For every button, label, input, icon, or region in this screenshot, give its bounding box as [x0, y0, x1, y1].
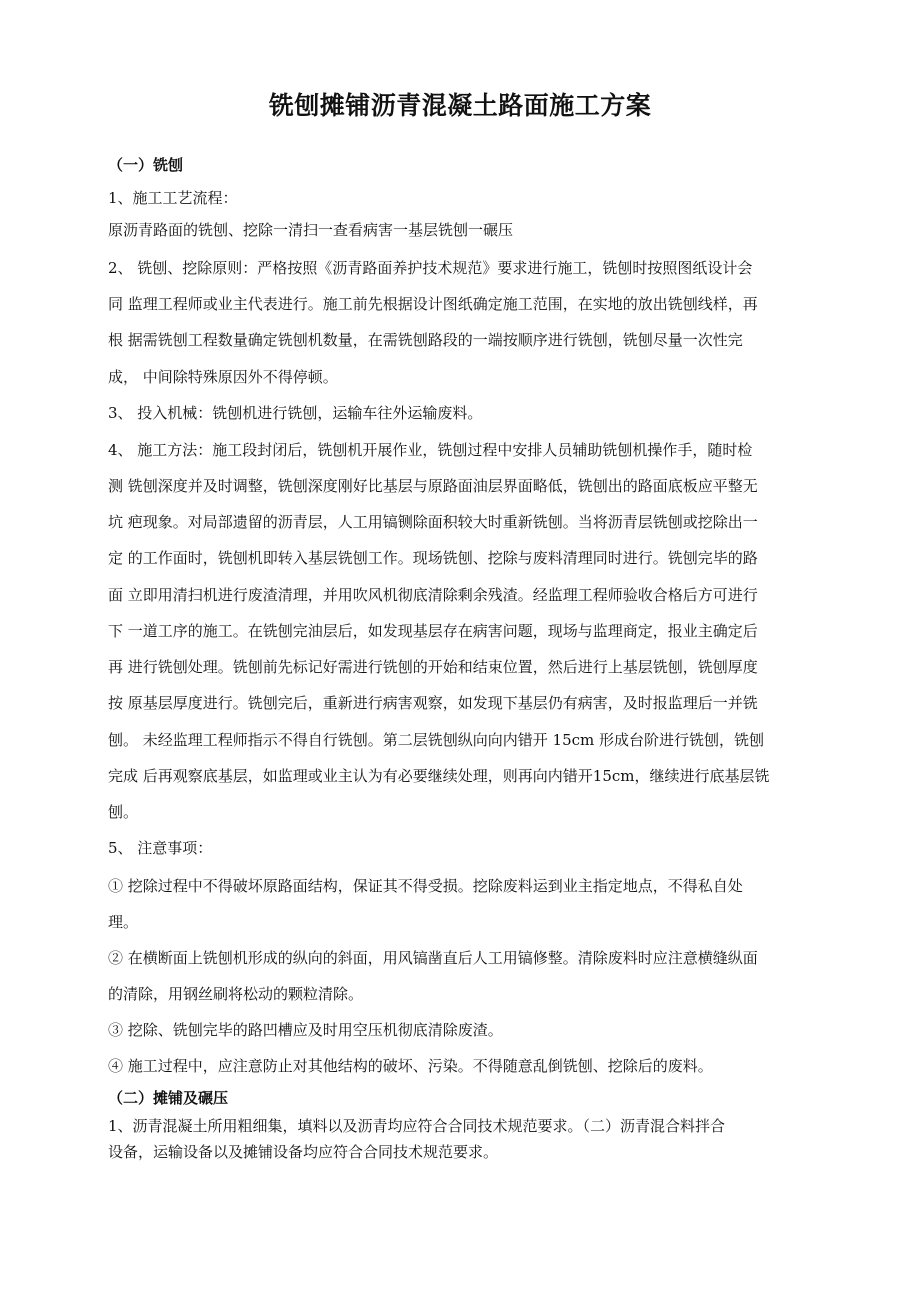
paragraph-line: 5、 注意事项：: [108, 839, 213, 857]
paragraph-line: 3、 投入机械：铣刨机进行铣刨，运输车往外运输废料。: [108, 404, 483, 422]
paragraph-line: 再 进行铣刨处理。铣刨前先标记好需进行铣刨的开始和结束位置，然后进行上基层铣刨，铣刨厚度: [108, 658, 758, 676]
section-heading-milling: （一）铣刨: [108, 156, 184, 174]
paragraph-line: 4、 施工方法：施工段封闭后，铣刨机开展作业，铣刨过程中安排人员辅助铣刨机操作手，随时检: [108, 441, 753, 459]
paragraph-line: 2、 铣刨、挖除原则：严格按照《沥青路面养护技术规范》要求进行施工，铣刨时按照图纸设计会: [108, 259, 753, 277]
paragraph-line: ③ 挖除、铣刨完毕的路凹槽应及时用空压机彻底清除废渣。: [108, 1021, 503, 1039]
paragraph-line: 坑 疤现象。对局部遗留的沥青层，人工用镐铡除面积较大时重新铣刨。当将沥青层铣刨或挖除出一: [108, 513, 758, 531]
paragraph-line: 的清除，用钢丝刷将松动的颗粒清除。: [108, 985, 364, 1003]
paragraph-line: 按 原基层厚度进行。铣刨完后，重新进行病害观察，如发现下基层仍有病害，及时报监理后一并铣: [108, 694, 758, 712]
page-title: 铣刨摊铺沥青混凝土路面施工方案: [268, 91, 652, 120]
paragraph-line: 同 监理工程师或业主代表进行。施工前先根据设计图纸确定施工范围，在实地的放出铣刨线样，再: [108, 295, 758, 313]
paragraph-line: 设备，运输设备以及摊铺设备均应符合合同技术规范要求。: [108, 1143, 499, 1161]
section-heading-paving: （二）摊铺及碾压: [108, 1089, 229, 1107]
paragraph-line: ① 挖除过程中不得破坏原路面结构，保证其不得受损。挖除废料运到业主指定地点，不得私自处: [108, 877, 743, 895]
paragraph-line: 理。: [108, 913, 139, 931]
paragraph-line: 刨。: [108, 803, 139, 821]
paragraph-line: ② 在横断面上铣刨机形成的纵向的斜面，用风镐凿直后人工用镐修整。清除废料时应注意横缝纵面: [108, 949, 758, 967]
paragraph-line: 成， 中间除特殊原因外不得停顿。: [108, 368, 338, 386]
paragraph-line: 面 立即用清扫机进行废渣清理，并用吹风机彻底清除剩余残渣。经监理工程师验收合格后方可进行: [108, 586, 758, 604]
paragraph-line: 定 的工作面时，铣刨机即转入基层铣刨工作。现场铣刨、挖除与废料清理同时进行。铣刨完毕的路: [108, 549, 758, 567]
paragraph-line: 原沥青路面的铣刨、挖除一清扫一查看病害一基层铣刨一碾压: [108, 221, 514, 239]
paragraph-line: 完成 后再观察底基层，如监理或业主认为有必要继续处理，则再向内错开15cm，继续进行底基层铣: [108, 767, 770, 785]
paragraph-line: 下 一道工序的施工。在铣刨完油层后，如发现基层存在病害问题，现场与监理商定，报业主确定后: [108, 622, 758, 640]
paragraph-line: 1、施工工艺流程：: [108, 189, 238, 207]
paragraph-line: 刨。 未经监理工程师指示不得自行铣刨。第二层铣刨纵向向内错开 15cm 形成台阶进行铣刨，铣刨: [108, 731, 765, 749]
paragraph-line: ④ 施工过程中，应注意防止对其他结构的破坏、污染。不得随意乱倒铣刨、挖除后的废料。: [108, 1057, 713, 1075]
paragraph-line: 根 据需铣刨工程数量确定铣刨机数量，在需铣刨路段的一端按顺序进行铣刨，铣刨尽量一次性完: [108, 331, 743, 349]
paragraph-line: 1、沥青混凝土所用粗细集，填料以及沥青均应符合合同技术规范要求。（二）沥青混合料拌合: [108, 1117, 726, 1135]
paragraph-line: 测 铣刨深度并及时调整，铣刨深度刚好比基层与原路面油层界面略低，铣刨出的路面底板应平整无: [108, 477, 758, 495]
